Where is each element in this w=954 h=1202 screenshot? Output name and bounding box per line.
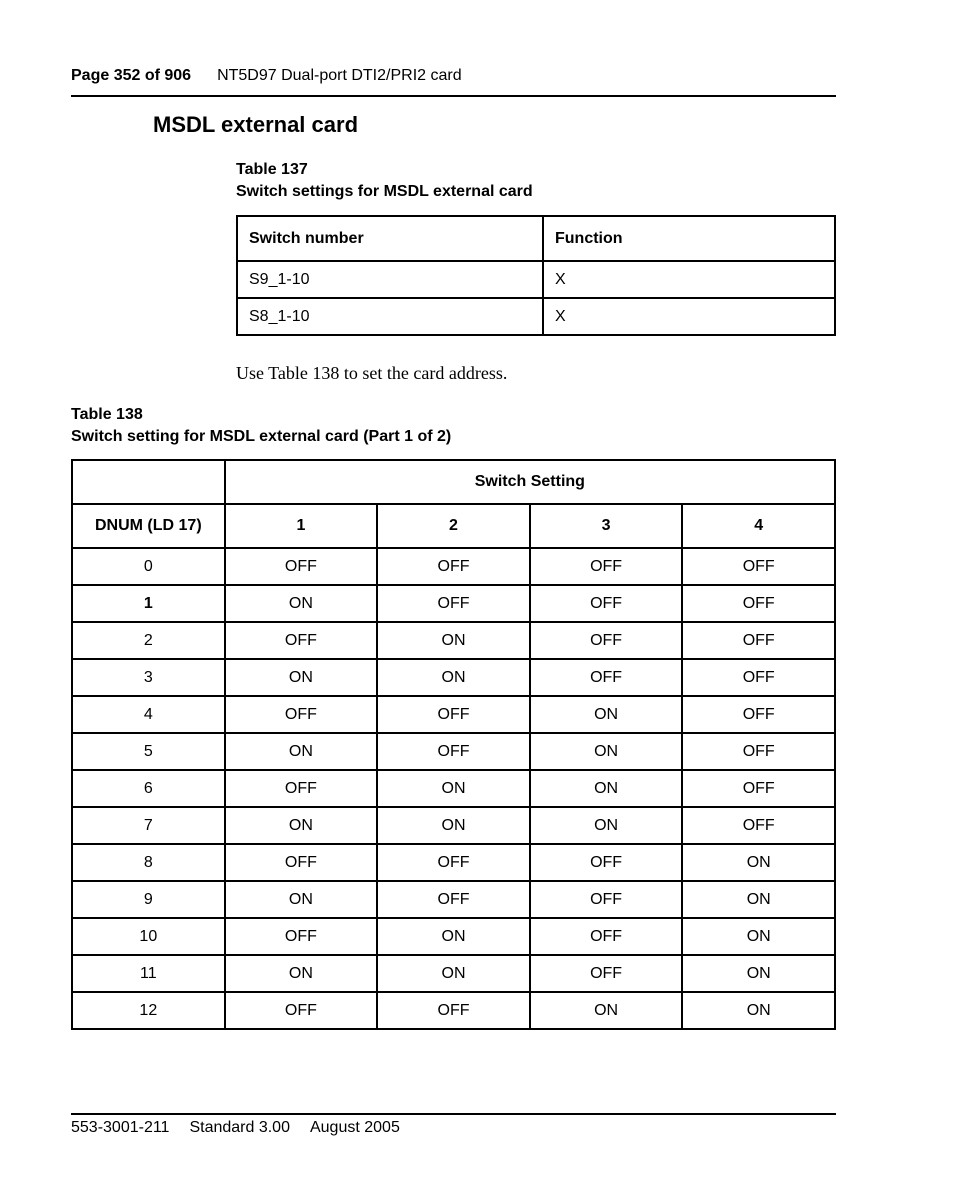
switch-setting-cell: OFF <box>682 548 835 585</box>
column-header-switch-1: 1 <box>225 504 378 548</box>
table-138-title: Switch setting for MSDL external card (Part 1 of 2) <box>71 428 452 445</box>
switch-setting-cell: ON <box>377 918 530 955</box>
dnum-cell: 0 <box>72 548 225 585</box>
switch-setting-cell: OFF <box>377 548 530 585</box>
table-row <box>72 992 835 1029</box>
publication-date: August 2005 <box>309 1119 400 1136</box>
header-divider <box>71 95 836 97</box>
table-137-title: Switch settings for MSDL external card <box>236 183 533 200</box>
page-footer <box>71 1118 400 1138</box>
empty-header-cell <box>72 460 225 504</box>
body-paragraph: Use Table 138 to set the card address. <box>236 363 508 383</box>
switch-setting-cell: OFF <box>225 844 378 881</box>
document-number: 553-3001-211 <box>71 1119 170 1136</box>
table-row <box>237 298 835 335</box>
table-row <box>72 548 835 585</box>
table-row <box>72 622 835 659</box>
switch-setting-cell: OFF <box>225 622 378 659</box>
switch-setting-cell: ON <box>530 696 683 733</box>
table-138-body <box>72 548 835 1029</box>
table-header-row <box>72 504 835 548</box>
switch-setting-cell: ON <box>377 955 530 992</box>
switch-setting-cell: OFF <box>530 881 683 918</box>
switch-setting-cell: OFF <box>530 918 683 955</box>
table-row <box>72 770 835 807</box>
switch-setting-cell: ON <box>682 918 835 955</box>
table-138 <box>71 459 836 1030</box>
switch-setting-cell: ON <box>682 992 835 1029</box>
table-137-caption <box>236 159 533 203</box>
switch-setting-cell: ON <box>377 770 530 807</box>
table-137 <box>236 215 836 336</box>
switch-setting-cell: ON <box>377 807 530 844</box>
table-row <box>237 261 835 298</box>
switch-setting-cell: OFF <box>377 696 530 733</box>
column-header-switch-4: 4 <box>682 504 835 548</box>
switch-setting-cell: ON <box>225 659 378 696</box>
table-row <box>72 844 835 881</box>
section-title: MSDL external card <box>153 112 359 137</box>
switch-setting-cell: OFF <box>530 659 683 696</box>
switch-setting-cell: ON <box>225 955 378 992</box>
table-138-caption <box>71 404 451 448</box>
switch-setting-cell: ON <box>225 807 378 844</box>
switch-setting-cell: OFF <box>377 733 530 770</box>
dnum-cell: 12 <box>72 992 225 1029</box>
switch-setting-cell: OFF <box>530 844 683 881</box>
switch-setting-cell: ON <box>682 844 835 881</box>
column-header-function: Function <box>543 216 835 261</box>
table-137-label: Table 137 <box>236 161 308 178</box>
switch-setting-cell: OFF <box>377 881 530 918</box>
dnum-cell: 11 <box>72 955 225 992</box>
switch-setting-cell: OFF <box>377 992 530 1029</box>
page-number: Page 352 of 906 <box>71 67 192 84</box>
table-row <box>72 733 835 770</box>
table-row <box>72 918 835 955</box>
footer-divider <box>71 1113 836 1115</box>
column-header-switch-3: 3 <box>530 504 683 548</box>
dnum-cell: 7 <box>72 807 225 844</box>
table-138-label: Table 138 <box>71 406 143 423</box>
switch-setting-cell: ON <box>682 955 835 992</box>
document-title: NT5D97 Dual-port DTI2/PRI2 card <box>217 67 462 84</box>
dnum-cell: 9 <box>72 881 225 918</box>
switch-setting-cell: OFF <box>225 770 378 807</box>
table-row <box>72 955 835 992</box>
switch-setting-cell: OFF <box>530 955 683 992</box>
table-cell: S8_1-10 <box>237 298 543 335</box>
table-row <box>72 696 835 733</box>
switch-setting-cell: OFF <box>682 585 835 622</box>
switch-setting-cell: OFF <box>682 807 835 844</box>
switch-setting-cell: OFF <box>225 918 378 955</box>
dnum-cell: 3 <box>72 659 225 696</box>
switch-setting-cell: ON <box>377 659 530 696</box>
switch-setting-cell: ON <box>530 807 683 844</box>
switch-setting-cell: ON <box>530 992 683 1029</box>
switch-setting-cell: ON <box>225 733 378 770</box>
dnum-cell: 10 <box>72 918 225 955</box>
switch-setting-cell: ON <box>225 585 378 622</box>
dnum-cell: 5 <box>72 733 225 770</box>
switch-setting-cell: OFF <box>682 770 835 807</box>
column-header-switch-2: 2 <box>377 504 530 548</box>
page-header <box>71 66 462 86</box>
switch-setting-cell: OFF <box>682 696 835 733</box>
table-cell: S9_1-10 <box>237 261 543 298</box>
table-row <box>72 807 835 844</box>
table-row <box>72 659 835 696</box>
switch-setting-cell: OFF <box>682 733 835 770</box>
standard-version: Standard 3.00 <box>189 1119 290 1136</box>
dnum-cell: 4 <box>72 696 225 733</box>
switch-setting-cell: OFF <box>530 622 683 659</box>
table-cell: X <box>543 261 835 298</box>
switch-setting-cell: OFF <box>377 585 530 622</box>
table-row <box>72 881 835 918</box>
dnum-cell: 2 <box>72 622 225 659</box>
switch-setting-cell: OFF <box>377 844 530 881</box>
switch-setting-cell: ON <box>530 770 683 807</box>
dnum-cell: 6 <box>72 770 225 807</box>
switch-setting-cell: OFF <box>530 585 683 622</box>
column-header-switch-number: Switch number <box>237 216 543 261</box>
switch-setting-cell: ON <box>377 622 530 659</box>
switch-setting-cell: OFF <box>225 548 378 585</box>
column-header-dnum: DNUM (LD 17) <box>72 504 225 548</box>
switch-setting-cell: OFF <box>225 696 378 733</box>
table-cell: X <box>543 298 835 335</box>
table-header-row <box>237 216 835 261</box>
dnum-cell: 1 <box>72 585 225 622</box>
dnum-cell: 8 <box>72 844 225 881</box>
switch-setting-cell: ON <box>682 881 835 918</box>
switch-setting-cell: OFF <box>225 992 378 1029</box>
table-group-header-row <box>72 460 835 504</box>
switch-setting-cell: ON <box>530 733 683 770</box>
switch-setting-cell: OFF <box>530 548 683 585</box>
switch-setting-cell: OFF <box>682 659 835 696</box>
group-header-switch-setting: Switch Setting <box>225 460 835 504</box>
switch-setting-cell: OFF <box>682 622 835 659</box>
switch-setting-cell: ON <box>225 881 378 918</box>
table-row <box>72 585 835 622</box>
